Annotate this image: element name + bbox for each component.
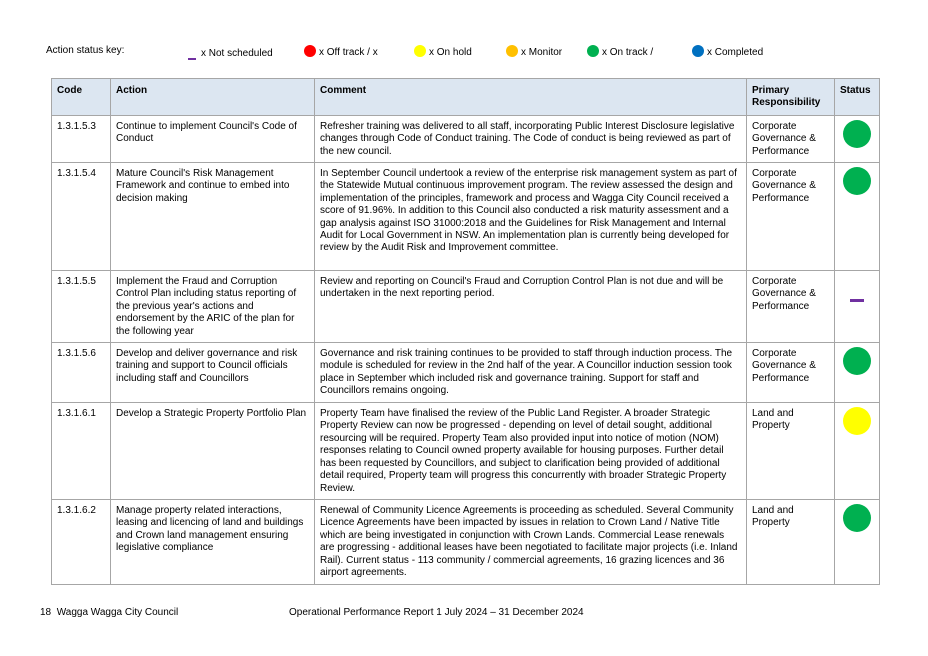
header-status: Status: [835, 79, 880, 116]
table-row: [52, 343, 880, 403]
cell-status: [835, 163, 880, 271]
on-track-status-icon: [843, 120, 871, 148]
table-row: [52, 163, 880, 271]
not-scheduled-status-icon: [850, 299, 864, 302]
cell-comment: Refresher training was delivered to all staff, incorporating Public Interest Disclosure legislative changes through Code of Conduct training. The Code of conduct is being reviewed as part of the new council.: [315, 115, 747, 162]
cell-comment: Governance and risk training continues to be provided to staff through induction process. The module is scheduled for review in the 2nd half of the year. A Councillor induction session took place in September which included risk and governance training. Support for staff and Councillors remains ongoing.: [315, 343, 747, 403]
table-row: [52, 115, 880, 162]
key-item-monitor: x Monitor: [506, 45, 562, 58]
key-item-on-hold: x On hold: [414, 45, 472, 58]
cell-responsibility: Corporate Governance & Performance: [747, 163, 835, 271]
cell-code: 1.3.1.6.1: [52, 403, 111, 500]
blue-dot-icon: [692, 45, 704, 57]
yellow-dot-icon: [414, 45, 426, 57]
cell-comment: Property Team have finalised the review of the Public Land Register. A broader Strategic Property Review can now be progressed - depending on level of detail sought, additional resourcing will be required. Property Team also provided input into notice of motion (NOM) responses relating to Council owned property available for housing purposes. Further detail has been requested by Councillors, and subject to clarification being provided of additional detail required, Property team will progress this concurrently with broader Strategic Property Review.: [315, 403, 747, 500]
cell-code: 1.3.1.5.3: [52, 115, 111, 162]
cell-action: Develop and deliver governance and risk training and support to Council officials including staff and Councillors: [111, 343, 315, 403]
dash-icon: [188, 58, 196, 60]
cell-responsibility: Land and Property: [747, 500, 835, 584]
cell-action: Continue to implement Council's Code of Conduct: [111, 115, 315, 162]
key-item-on-track: x On track /: [587, 45, 653, 58]
cell-responsibility: Corporate Governance & Performance: [747, 271, 835, 343]
status-key: [46, 44, 908, 60]
header-code: Code: [52, 79, 111, 116]
footer-report-title: Operational Performance Report 1 July 2024 – 31 December 2024: [289, 607, 584, 618]
header-comment: Comment: [315, 79, 747, 116]
key-item-not-scheduled: x Not scheduled: [188, 48, 273, 60]
cell-status: [835, 343, 880, 403]
cell-action: Implement the Fraud and Corruption Control Plan including status reporting of the previous year's actions and endorsement by the ARIC of the plan for the following year: [111, 271, 315, 343]
status-key-label: Action status key:: [46, 45, 125, 56]
on-track-status-icon: [843, 167, 871, 195]
cell-action: Mature Council's Risk Management Framework and continue to embed into decision making: [111, 163, 315, 271]
cell-code: 1.3.1.5.4: [52, 163, 111, 271]
cell-action: Manage property related interactions, leasing and licencing of land and buildings and Crown land management ensuring legislative compliance: [111, 500, 315, 584]
header-responsibility: Primary Responsibility: [747, 79, 835, 116]
amber-dot-icon: [506, 45, 518, 57]
footer-organisation: Wagga Wagga City Council: [56, 607, 179, 618]
cell-comment: Review and reporting on Council's Fraud and Corruption Control Plan is not due and will be undertaken in the next reporting period.: [315, 271, 747, 343]
cell-comment: In September Council undertook a review of the enterprise risk management system as part of the Statewide Mutual continuous improvement program. The review assessed the design and implementation of the principles, framework and process and Wagga City Council received a score of 91.96%. In addition to this Council also conducted a risk maturity assessment and a gap analysis against ISO 31000:2018 and the Guidelines for Risk Management and Internal Audit for Local Government in NSW. An implementation plan is currently being developed for review by the Audit Risk and Improvement committee.: [315, 163, 747, 271]
on-track-status-icon: [843, 504, 871, 532]
on-hold-status-icon: [843, 407, 871, 435]
green-dot-icon: [587, 45, 599, 57]
footer-left: [40, 607, 178, 618]
cell-code: 1.3.1.5.6: [52, 343, 111, 403]
key-item-off-track: x Off track / x: [304, 45, 378, 58]
cell-status: [835, 115, 880, 162]
action-table: [51, 78, 880, 585]
cell-status: [835, 500, 880, 584]
table-row: [52, 500, 880, 584]
page-number: 18: [40, 607, 52, 618]
table-row: [52, 403, 880, 500]
cell-responsibility: Corporate Governance & Performance: [747, 115, 835, 162]
cell-responsibility: Land and Property: [747, 403, 835, 500]
cell-comment: Renewal of Community Licence Agreements is proceeding as scheduled. Several Community Licence Agreements have been impacted by issues in relation to Crown Land / Native Title which are being investigated in conjunction with Crown Lands. Commercial Lease renewals are progressing - additional leases have been negotiated to facilitate major projects (i.e. Inland Rail). Current status - 113 community / commercial agreements, 16 grazing licences and 36 airport agreements.: [315, 500, 747, 584]
table-row: [52, 271, 880, 343]
cell-status: [835, 403, 880, 500]
cell-status: [835, 271, 880, 343]
on-track-status-icon: [843, 347, 871, 375]
cell-code: 1.3.1.5.5: [52, 271, 111, 343]
table-header-row: [52, 79, 880, 116]
red-dot-icon: [304, 45, 316, 57]
cell-responsibility: Corporate Governance & Performance: [747, 343, 835, 403]
cell-code: 1.3.1.6.2: [52, 500, 111, 584]
key-item-completed: x Completed: [692, 45, 763, 58]
header-action: Action: [111, 79, 315, 116]
cell-action: Develop a Strategic Property Portfolio Plan: [111, 403, 315, 500]
